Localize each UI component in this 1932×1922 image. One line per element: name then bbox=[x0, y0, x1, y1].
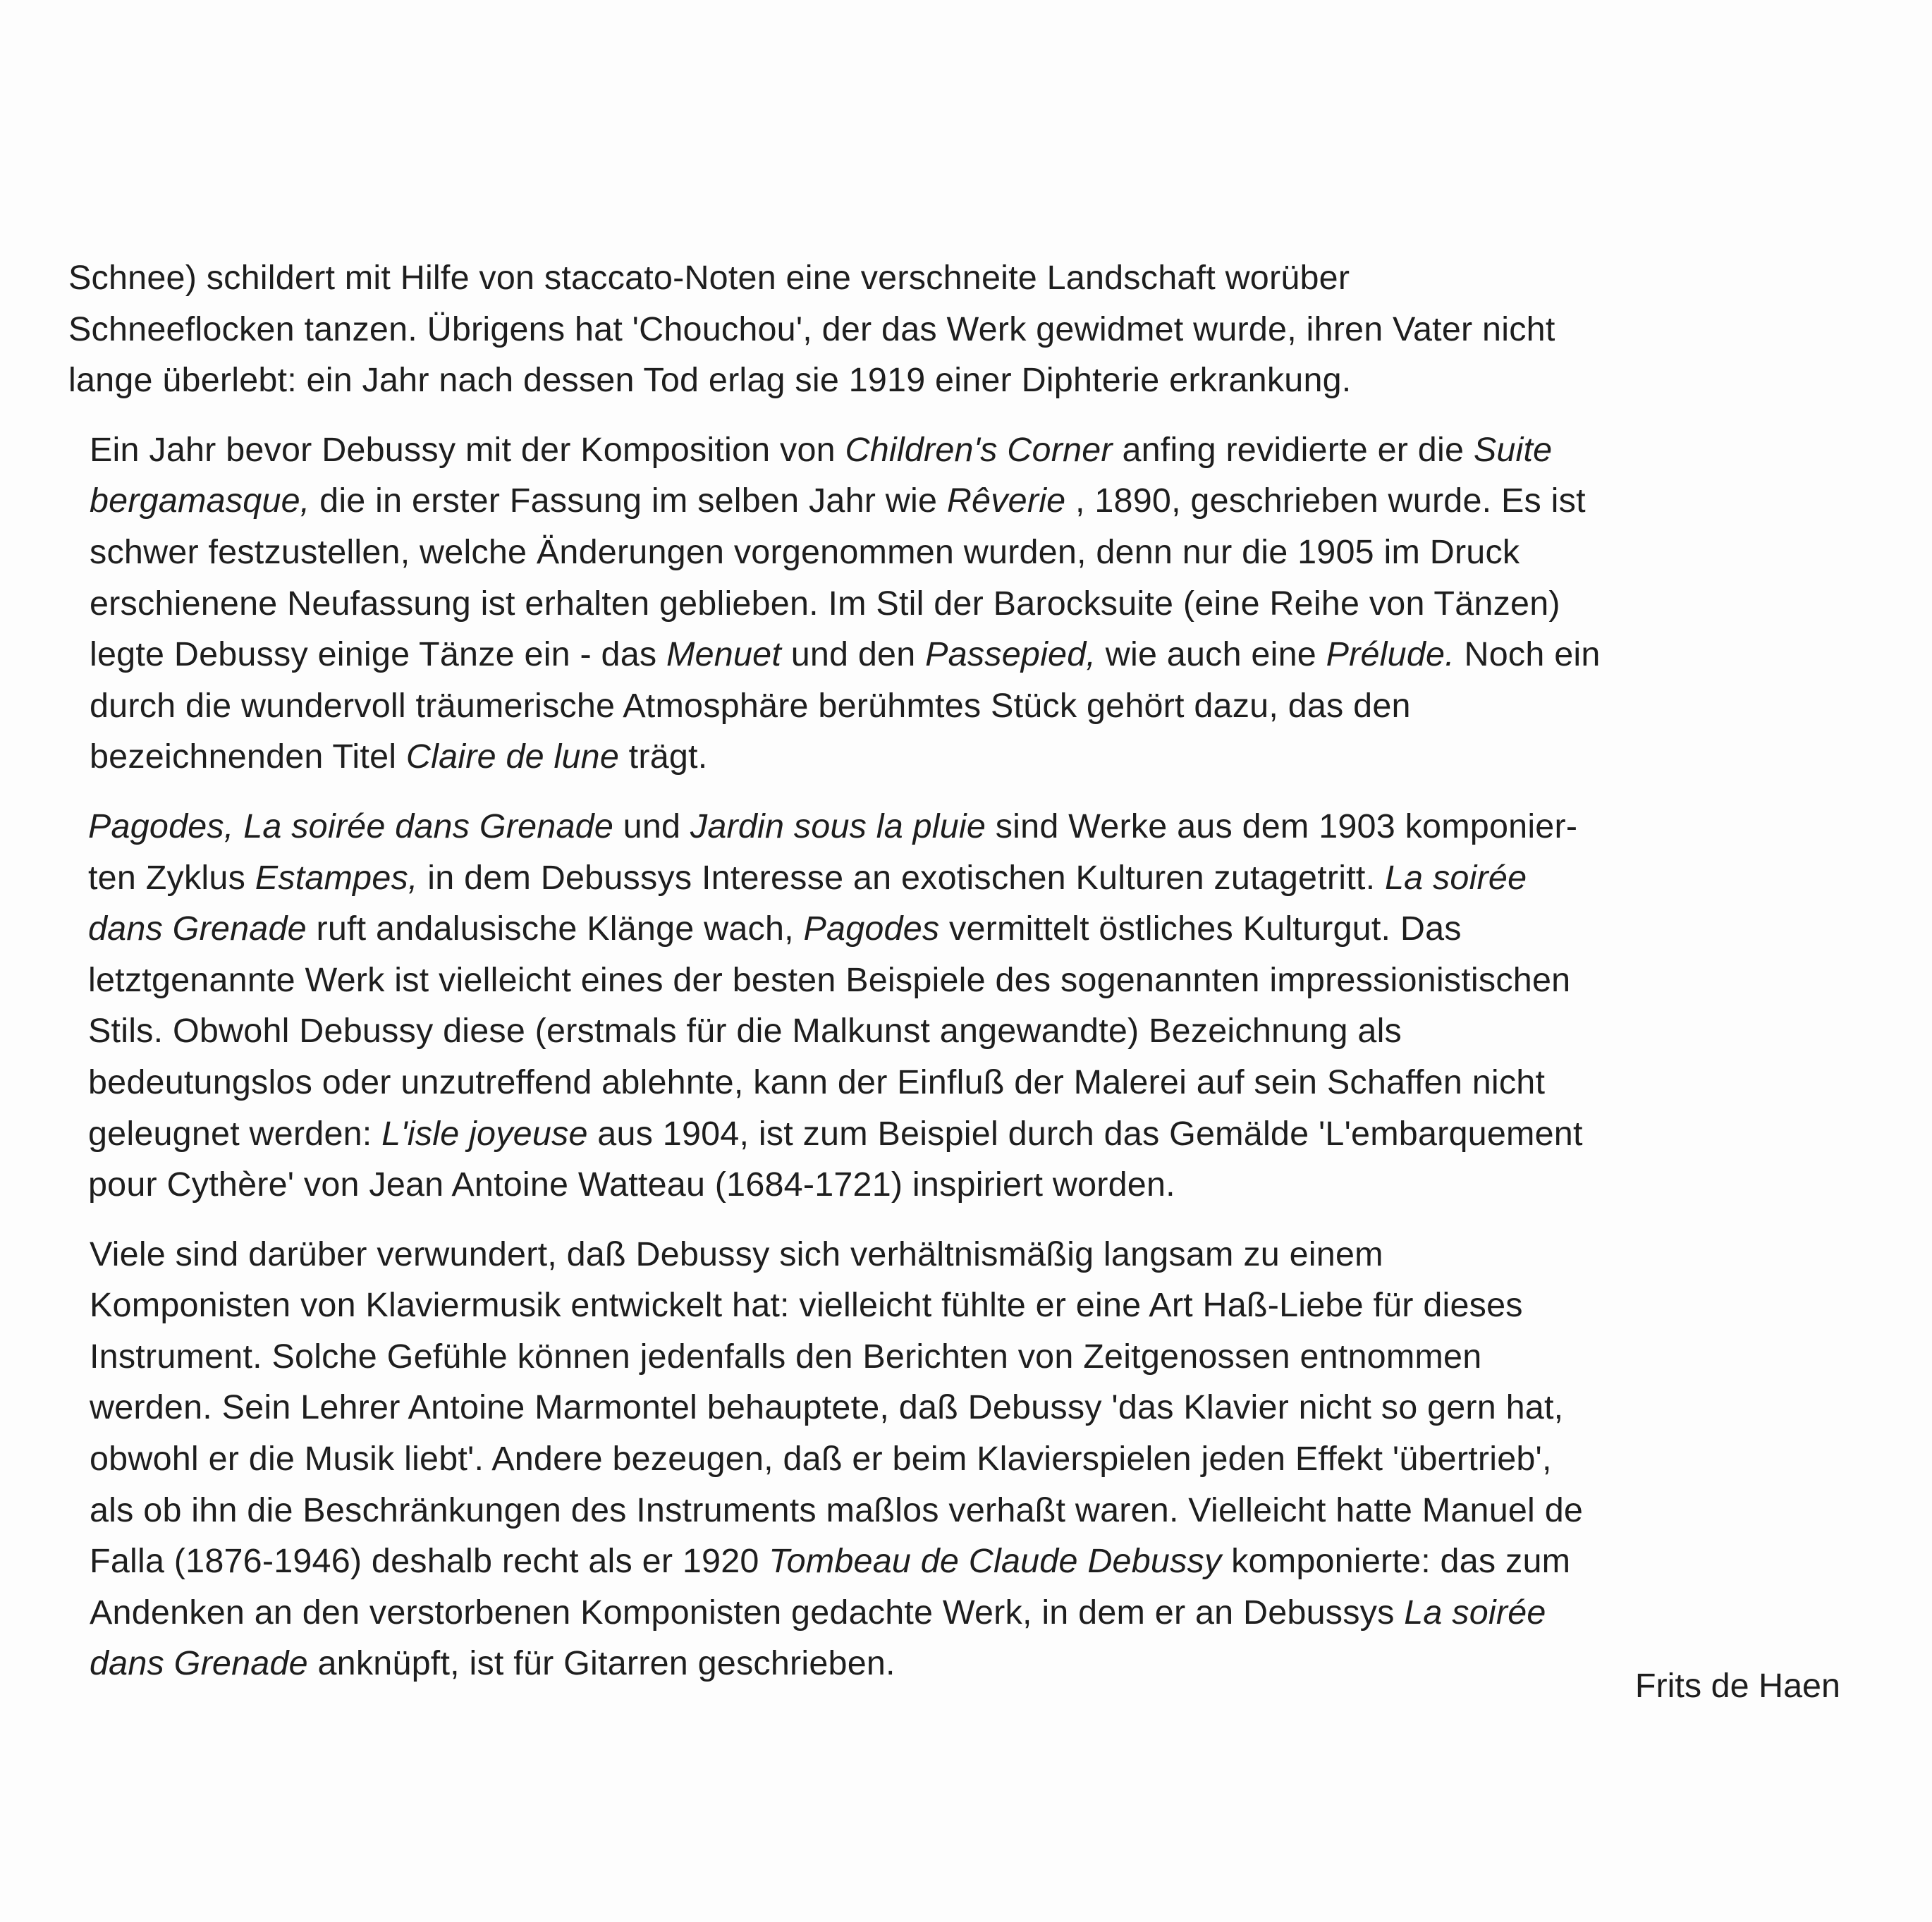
text-line bbox=[68, 955, 1845, 1006]
italic-title-run: Menuet bbox=[666, 635, 782, 674]
text-run: obwohl er die Musik liebt'. Andere bezeugen, daß er beim Klavierspielen jeden Effekt 'übertrieb', bbox=[90, 1440, 1552, 1479]
italic-title-run: L'isle joyeuse bbox=[381, 1114, 588, 1153]
italic-title-run: Suite bbox=[1473, 430, 1553, 469]
text-run: wie auch eine bbox=[1096, 635, 1326, 674]
text-run: durch die wundervoll träumerische Atmosphäre berühmtes Stück gehört dazu, das den bbox=[90, 686, 1411, 725]
text-run: aus 1904, ist zum Beispiel durch das Gemälde 'L'embarquement bbox=[587, 1114, 1583, 1153]
italic-title-run: Children's Corner bbox=[845, 430, 1113, 469]
text-line bbox=[68, 680, 1845, 732]
text-run: vermittelt östliches Kulturgut. Das bbox=[939, 910, 1462, 948]
text-line bbox=[68, 475, 1845, 527]
author-signature: Frits de Haen bbox=[1634, 1667, 1840, 1705]
text-run: und den bbox=[781, 635, 926, 674]
text-line bbox=[68, 1005, 1845, 1057]
text-run: werden. Sein Lehrer Antoine Marmontel behauptete, daß Debussy 'das Klavier nicht so gern hat, bbox=[90, 1388, 1564, 1427]
text-run: sind Werke aus dem 1903 komponier- bbox=[986, 807, 1578, 845]
text-run: als ob ihn die Beschränkungen des Instruments maßlos verhaßt waren. Vielleicht hatte Manuel de bbox=[90, 1491, 1584, 1529]
text-run: lange überlebt: ein Jahr nach dessen Tod erlag sie 1919 einer Diphterie erkrankung. bbox=[68, 361, 1352, 400]
text-line bbox=[68, 1485, 1845, 1536]
text-run: Schneeflocken tanzen. Übrigens hat 'Chouchou', der das Werk gewidmet wurde, ihren Vater nicht bbox=[68, 310, 1555, 348]
italic-title-run: La soirée bbox=[1404, 1593, 1546, 1632]
text-line bbox=[68, 731, 1845, 783]
italic-title-run: Pagodes bbox=[803, 910, 940, 948]
text-line bbox=[68, 304, 1845, 355]
text-line bbox=[68, 903, 1845, 955]
text-run: Instrument. Solche Gefühle können jedenfalls den Berichten von Zeitgenossen entnommen bbox=[90, 1337, 1482, 1376]
text-run: komponierte: das zum bbox=[1221, 1542, 1571, 1581]
text-line bbox=[68, 1433, 1845, 1485]
text-line bbox=[68, 1587, 1845, 1639]
text-run: Schnee) schildert mit Hilfe von staccato-Noten eine verschneite Landschaft worüber bbox=[68, 259, 1350, 297]
text-line bbox=[68, 252, 1845, 304]
italic-title-run: dans Grenade bbox=[88, 910, 307, 948]
text-run: Ein Jahr bevor Debussy mit der Komposition von bbox=[90, 430, 845, 469]
text-line bbox=[68, 1536, 1845, 1587]
text-line bbox=[68, 629, 1845, 680]
text-line bbox=[68, 355, 1845, 406]
italic-title-run: Estampes, bbox=[255, 858, 418, 897]
text-line bbox=[68, 1229, 1845, 1280]
text-run: Andenken an den verstorbenen Komponisten gedachte Werk, in dem er an Debussys bbox=[90, 1593, 1405, 1632]
text-run: bezeichnenden Titel bbox=[90, 737, 406, 776]
paragraph-1 bbox=[68, 252, 1845, 406]
italic-title-run: Jardin sous la pluie bbox=[690, 807, 986, 845]
text-line bbox=[68, 1331, 1845, 1383]
text-run: schwer festzustellen, welche Änderungen vorgenommen wurden, denn nur die 1905 im Druck bbox=[90, 532, 1520, 571]
text-run: Noch ein bbox=[1454, 635, 1601, 674]
text-line bbox=[68, 578, 1845, 630]
italic-title-run: La soirée bbox=[1384, 858, 1527, 897]
italic-title-run: dans Grenade bbox=[90, 1644, 308, 1683]
text-line bbox=[68, 527, 1845, 578]
text-run: erschienene Neufassung ist erhalten geblieben. Im Stil der Barocksuite (eine Reihe von Tänzen) bbox=[90, 584, 1560, 623]
article-body bbox=[68, 252, 1845, 1689]
italic-title-run: Tombeau de Claude Debussy bbox=[769, 1542, 1222, 1581]
text-line bbox=[68, 1280, 1845, 1331]
paragraph-3 bbox=[68, 801, 1845, 1211]
text-line bbox=[68, 1108, 1845, 1160]
text-run: Falla (1876-1946) deshalb recht als er 1920 bbox=[90, 1542, 769, 1581]
text-run: und bbox=[613, 807, 690, 845]
text-run: Viele sind darüber verwundert, daß Debussy sich verhältnismäßig langsam zu einem bbox=[90, 1235, 1383, 1273]
italic-title-run: Pagodes, La soirée dans Grenade bbox=[88, 807, 613, 845]
text-line bbox=[68, 852, 1845, 904]
text-run: ruft andalusische Klänge wach, bbox=[306, 910, 804, 948]
text-run: anfing revidierte er die bbox=[1112, 430, 1474, 469]
italic-title-run: Rêverie bbox=[946, 482, 1066, 520]
text-run: legte Debussy einige Tänze ein - das bbox=[90, 635, 667, 674]
text-run: in dem Debussys Interesse an exotischen Kulturen zutagetritt. bbox=[417, 858, 1385, 897]
text-run: pour Cythère' von Jean Antoine Watteau (1684-1721) inspiriert worden. bbox=[88, 1165, 1175, 1204]
text-run: Stils. Obwohl Debussy diese (erstmals für die Malkunst angewandte) Bezeichnung als bbox=[88, 1012, 1402, 1051]
text-line bbox=[68, 1057, 1845, 1108]
text-line bbox=[68, 1159, 1845, 1211]
italic-title-run: bergamasque, bbox=[90, 482, 310, 520]
text-line bbox=[68, 1382, 1845, 1433]
text-run: Komponisten von Klaviermusik entwickelt hat: vielleicht fühlte er eine Art Haß-Liebe für dieses bbox=[90, 1286, 1523, 1325]
text-run: trägt. bbox=[619, 737, 708, 776]
italic-title-run: Claire de lune bbox=[405, 737, 619, 776]
text-run: geleugnet werden: bbox=[88, 1114, 382, 1153]
paragraph-4 bbox=[68, 1229, 1845, 1689]
text-run: bedeutungslos oder unzutreffend ablehnte, kann der Einfluß der Malerei auf sein Schaffen nicht bbox=[88, 1063, 1546, 1101]
italic-title-run: Passepied, bbox=[925, 635, 1096, 674]
text-run: ten Zyklus bbox=[88, 858, 255, 897]
text-run: anknüpft, ist für Gitarren geschrieben. bbox=[307, 1644, 895, 1683]
text-run: , 1890, geschrieben wurde. Es ist bbox=[1065, 482, 1586, 520]
italic-title-run: Prélude. bbox=[1326, 635, 1455, 674]
text-line bbox=[68, 424, 1845, 476]
text-run: letztgenannte Werk ist vielleicht eines der besten Beispiele des sogenannten impressionistischen bbox=[88, 960, 1571, 999]
text-line bbox=[68, 1638, 1845, 1689]
text-line bbox=[68, 801, 1845, 852]
paragraph-2 bbox=[68, 424, 1845, 783]
text-run: die in erster Fassung im selben Jahr wie bbox=[310, 482, 947, 520]
